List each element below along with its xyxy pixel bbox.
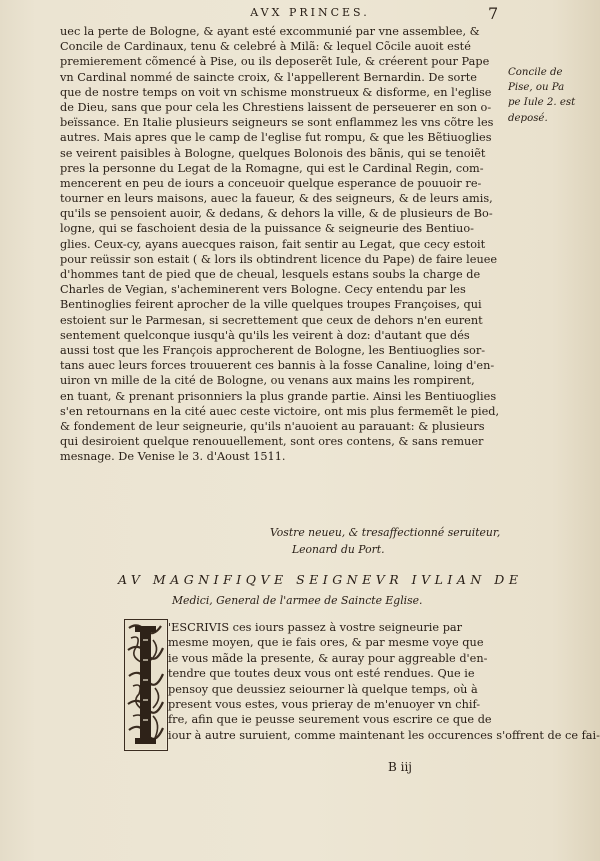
text-line: logne, qui se faschoient desia de la puissance & seigneurie des Bentiuo- [60, 222, 474, 236]
text-line: uec la perte de Bologne, & ayant esté excommunié par vne assemblee, & [60, 25, 480, 38]
text-line: glies. Ceux-cy, ayans auecques raison, fait sentir au Legat, que cecy estoit [60, 237, 486, 251]
text-line: mencerent en peu de iours a conceuoir quelque esperance de pouuoir re- [60, 176, 482, 190]
margin-note [508, 66, 596, 127]
text-line: d'hommes tant de pied que de cheual, lesquels estans soubs la charge de [60, 268, 481, 281]
letter-text-line: ie vous mãde la presente, & auray pour aggreable d'en- [168, 651, 488, 665]
text-line: estoient sur le Parmesan, si secrettement que ceux de dehors n'en eurent [60, 313, 483, 327]
text-line: que de nostre temps on voit vn schisme monstrueux & disforme, en l'eglise [60, 85, 492, 99]
letter-text-line: fre, afin que ie peusse seurement vous escrire ce que de [168, 713, 492, 727]
text-line: uiron vn mille de la cité de Bologne, ou venans aux mains les rompirent, [60, 374, 475, 388]
text-line: se veirent paisibles à Bologne, quelques Bolonois des bãnis, qui se tenoiẽt [60, 146, 486, 160]
letter-text-line: pensoy que deussiez seiourner là quelque temps, où à [168, 682, 478, 696]
text-line: pour reüssir son estait ( & lors ils obtindrent licence du Pape) de faire leuee [60, 252, 498, 266]
letter-text-line: mesme moyen, que ie fais ores, & par mesme voye que [168, 636, 484, 650]
text-line: autres. Mais apres que le camp de l'eglise fut rompu, & que les Bẽtiuoglies [60, 131, 492, 145]
page-number: 7 [488, 4, 499, 23]
text-line: qui desiroient quelque renouuellement, sont ores contens, & sans remuer [60, 435, 484, 449]
signoff [270, 524, 570, 558]
text-line: sentement quelconque iusqu'à qu'ils les veirent à doz: d'autant que dés [60, 328, 470, 342]
body-text [60, 24, 502, 464]
text-line: tourner en leurs maisons, auec la faueur, & des seigneurs, & de leurs amis, [60, 192, 493, 206]
letter-heading: AV MAGNIFIQVE SEIGNEVR IVLIAN DE [118, 572, 523, 587]
letter-text-line: present vous estes, vous prieray de m'enuoyer vn chif- [168, 697, 481, 711]
text-line: s'en retournans en la cité auec ceste victoire, ont mis plus fermemẽt le pied, [60, 404, 500, 418]
letter-text-line: 'ESCRIVIS ces iours passez à vostre seigneurie par [168, 621, 463, 634]
signature-mark: B iij [388, 760, 413, 774]
margin-note-line: pe Iule 2. est [508, 97, 576, 109]
letter-text [168, 620, 600, 743]
text-line: & fondement de leur seigneurie, qu'ils n'auoient au parauant: & plusieurs [60, 419, 485, 433]
margin-note-line: deposé. [508, 112, 548, 124]
text-line: aussi tost que les François approcherent de Bologne, les Bentiuoglies sor- [60, 343, 486, 357]
letter-subheading: Medici, General de l'armee de Saincte Eglise. [172, 594, 423, 607]
text-line: pres la personne du Legat de la Romagne, qui est le Cardinal Regin, com- [60, 161, 484, 175]
text-line: Concile de Cardinaux, tenu & celebré à Milã: & lequel Cõcile auoit esté [60, 40, 471, 54]
text-line: qu'ils se pensoient auoir, & dedans, & dehors la ville, & de plusieurs de Bo- [60, 207, 493, 221]
running-head: AVX PRINCES. [250, 6, 370, 19]
closing-salutation: Vostre neueu, & tresaffectionné seruiteur, [270, 526, 501, 539]
text-line: en tuant, & prenant prisonniers la plus grande partie. Ainsi les Bentiuoglies [60, 389, 497, 403]
signature-name: Leonard du Port. [292, 543, 385, 556]
text-line: premierement cõmencé à Pise, ou ils deposerẽt Iule, & créerent pour Pape [60, 55, 490, 69]
letter-text-line: tendre que toutes deux vous ont esté rendues. Que ie [168, 667, 475, 681]
text-line: mesnage. De Venise le 3. d'Aoust 1511. [60, 450, 286, 464]
margin-note-line: Pise, ou Pa [508, 82, 565, 94]
decorated-initial-icon [124, 619, 168, 751]
text-line: Charles de Vegian, s'acheminerent vers Bologne. Cecy entendu par les [60, 283, 466, 297]
letter-text-line: iour à autre suruient, comme maintenant les occurences s'offrent de ce fai- [168, 728, 600, 742]
text-line: Bentinoglies feirent aprocher de la ville quelques troupes Françoises, qui [60, 298, 482, 312]
text-line: vn Cardinal nommé de saincte croix, & l'appellerent Bernardin. De sorte [60, 70, 477, 84]
margin-note-line: Concile de [508, 67, 563, 78]
text-line: de Dieu, sans que pour cela les Chrestiens laissent de perseuerer en son o- [60, 100, 492, 114]
text-line: beïssance. En Italie plusieurs seigneurs se sont enflammez les vns cõtre les [60, 116, 494, 130]
text-line: tans auec leurs forces trouuerent ces bannis à la fosse Canaline, loing d'en- [60, 359, 495, 373]
